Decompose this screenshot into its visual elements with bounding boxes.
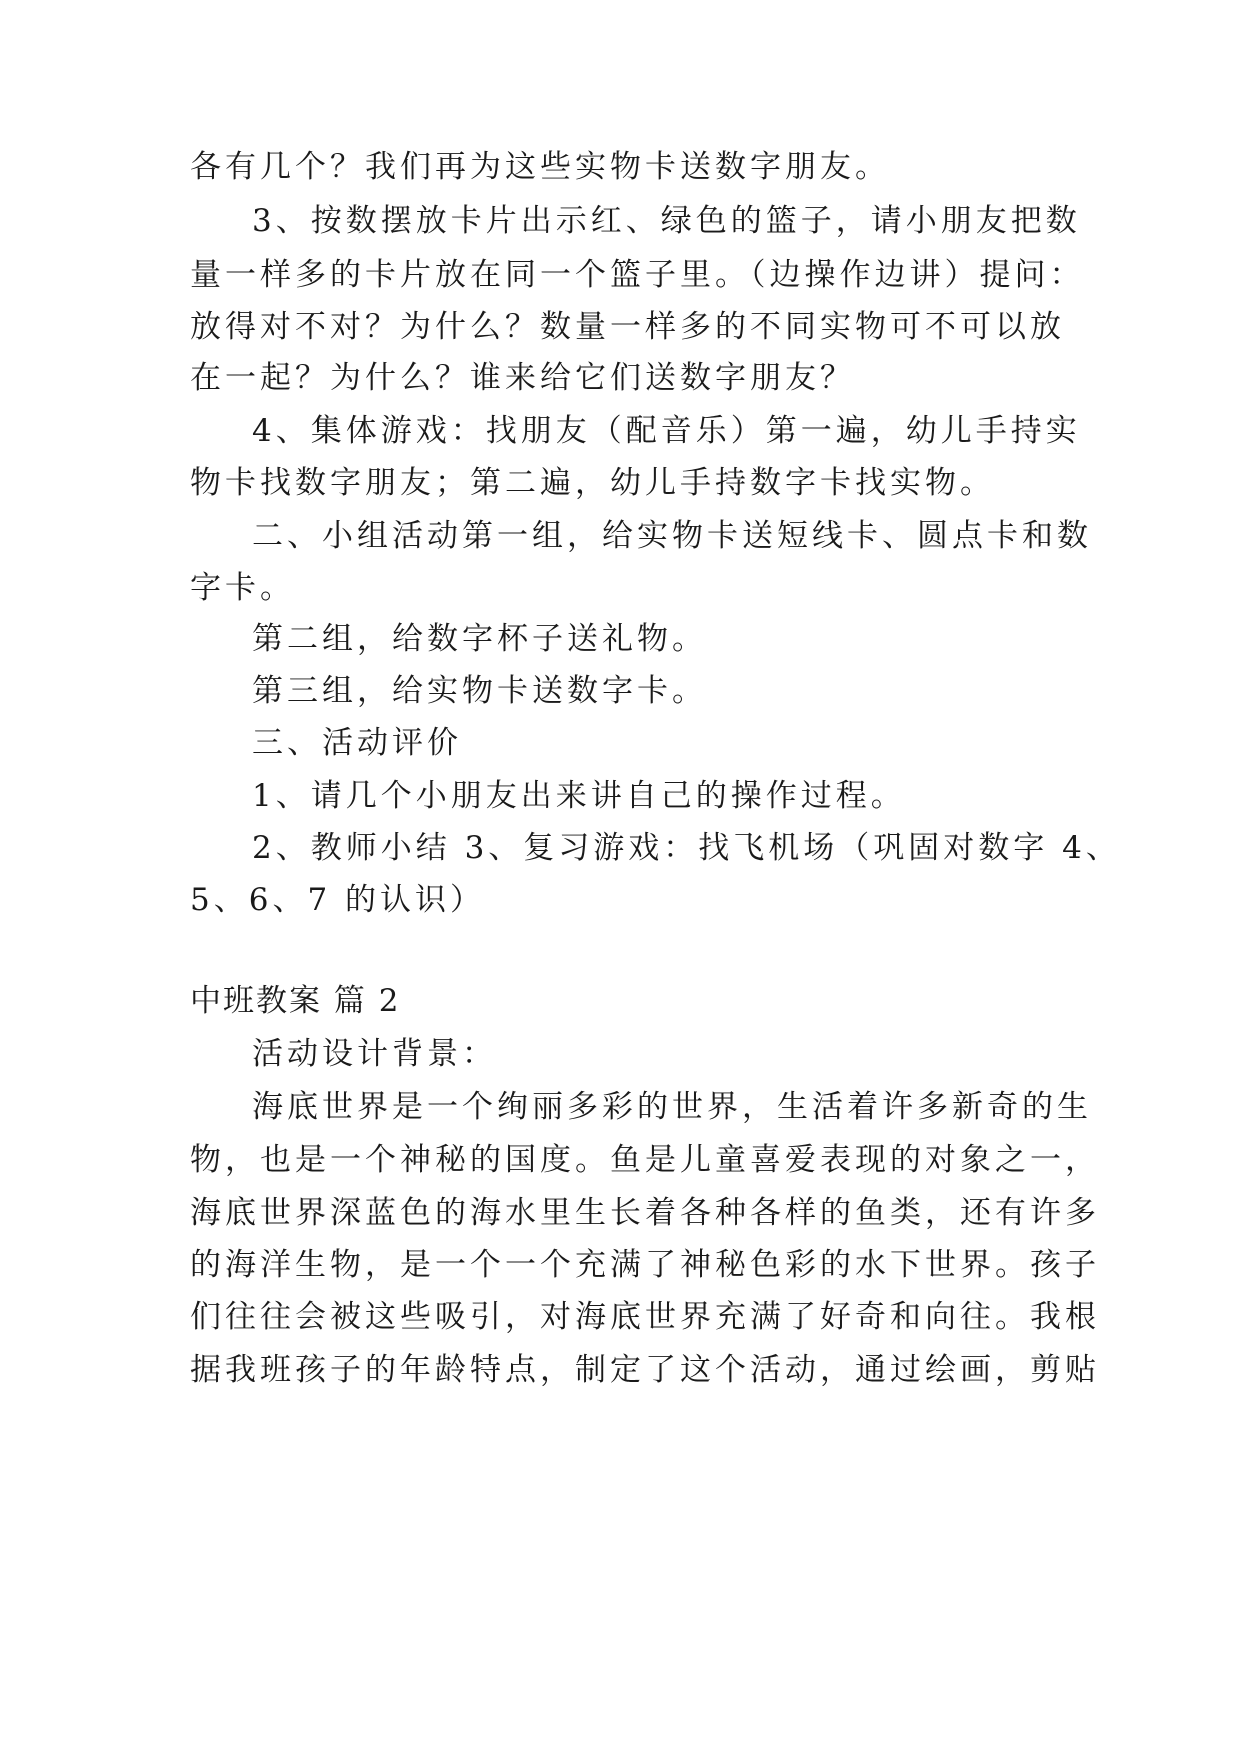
paragraph-line: 字卡。 xyxy=(190,570,295,606)
section-heading: 中班教案 篇 2 xyxy=(190,983,401,1019)
paragraph-line: 第二组，给数字杯子送礼物。 xyxy=(252,621,707,657)
paragraph-line: 们往往会被这些吸引，对海底世界充满了好奇和向往。我根 xyxy=(190,1299,1100,1335)
paragraph-line: 5、6、7 的认识） xyxy=(190,882,486,918)
paragraph-line: 的海洋生物，是一个一个充满了神秘色彩的水下世界。孩子 xyxy=(190,1247,1100,1283)
paragraph-line: 物卡找数字朋友；第二遍，幼儿手持数字卡找实物。 xyxy=(190,465,995,501)
paragraph-line: 海底世界深蓝色的海水里生长着各种各样的鱼类，还有许多 xyxy=(190,1195,1100,1231)
paragraph-line: 放得对不对？为什么？数量一样多的不同实物可不可以放 xyxy=(190,309,1065,345)
paragraph-line: 海底世界是一个绚丽多彩的世界，生活着许多新奇的生 xyxy=(252,1089,1092,1125)
paragraph-line: 三、活动评价 xyxy=(252,725,462,761)
paragraph-line: 二、小组活动第一组，给实物卡送短线卡、圆点卡和数 xyxy=(252,518,1092,554)
paragraph-line: 3、按数摆放卡片出示红、绿色的篮子，请小朋友把数 xyxy=(252,203,1081,239)
paragraph-line: 据我班孩子的年龄特点，制定了这个活动，通过绘画，剪贴 xyxy=(190,1352,1100,1388)
paragraph-line: 2、教师小结 3、复习游戏：找飞机场（巩固对数字 4、 xyxy=(252,830,1121,866)
paragraph-line: 各有几个？我们再为这些实物卡送数字朋友。 xyxy=(190,149,890,185)
paragraph-line: 量一样多的卡片放在同一个篮子里。（边操作边讲）提问： xyxy=(190,257,1085,293)
paragraph-line: 1、请几个小朋友出来讲自己的操作过程。 xyxy=(252,778,906,814)
paragraph-line: 活动设计背景： xyxy=(252,1036,497,1072)
paragraph-line: 4、集体游戏：找朋友（配音乐）第一遍，幼儿手持实 xyxy=(252,413,1081,449)
paragraph-line: 在一起？为什么？谁来给它们送数字朋友？ xyxy=(190,360,855,396)
paragraph-line: 第三组，给实物卡送数字卡。 xyxy=(252,673,707,709)
paragraph-line: 物，也是一个神秘的国度。鱼是儿童喜爱表现的对象之一， xyxy=(190,1142,1100,1178)
